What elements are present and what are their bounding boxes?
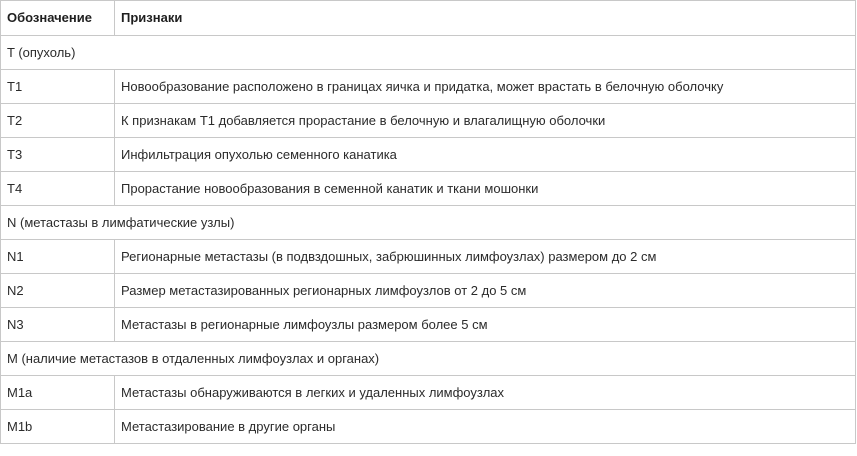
table-row [1, 308, 856, 342]
row-code: T2 [1, 104, 115, 138]
section-title-n: N (метастазы в лимфатические узлы) [1, 206, 856, 240]
row-description: Размер метастазированных регионарных лимфоузлов от 2 до 5 см [115, 274, 856, 308]
row-description: Метастазирование в другие органы [115, 410, 856, 444]
row-description: Регионарные метастазы (в подвздошных, забрюшинных лимфоузлах) размером до 2 см [115, 240, 856, 274]
section-title-m: M (наличие метастазов в отдаленных лимфоузлах и органах) [1, 342, 856, 376]
row-code: M1b [1, 410, 115, 444]
table-row [1, 376, 856, 410]
table-row [1, 70, 856, 104]
row-code: N2 [1, 274, 115, 308]
row-description: Инфильтрация опухолью семенного канатика [115, 138, 856, 172]
row-description: Метастазы в регионарные лимфоузлы размером более 5 см [115, 308, 856, 342]
row-code: M1a [1, 376, 115, 410]
table-row [1, 104, 856, 138]
row-description: Прорастание новообразования в семенной канатик и ткани мошонки [115, 172, 856, 206]
row-code: T4 [1, 172, 115, 206]
row-description: К признакам T1 добавляется прорастание в белочную и влагалищную оболочки [115, 104, 856, 138]
header-signs: Признаки [115, 1, 856, 36]
section-row-n [1, 206, 856, 240]
row-code: T3 [1, 138, 115, 172]
table-row [1, 274, 856, 308]
table-header-row [1, 1, 856, 36]
table-row [1, 138, 856, 172]
row-code: N1 [1, 240, 115, 274]
table-row [1, 172, 856, 206]
row-code: T1 [1, 70, 115, 104]
table-row [1, 410, 856, 444]
section-title-t: T (опухоль) [1, 36, 856, 70]
section-row-m [1, 342, 856, 376]
header-designation: Обозначение [1, 1, 115, 36]
row-code: N3 [1, 308, 115, 342]
row-description: Метастазы обнаруживаются в легких и удаленных лимфоузлах [115, 376, 856, 410]
section-row-t [1, 36, 856, 70]
row-description: Новообразование расположено в границах яичка и придатка, может врастать в белочную оболочку [115, 70, 856, 104]
table-row [1, 240, 856, 274]
